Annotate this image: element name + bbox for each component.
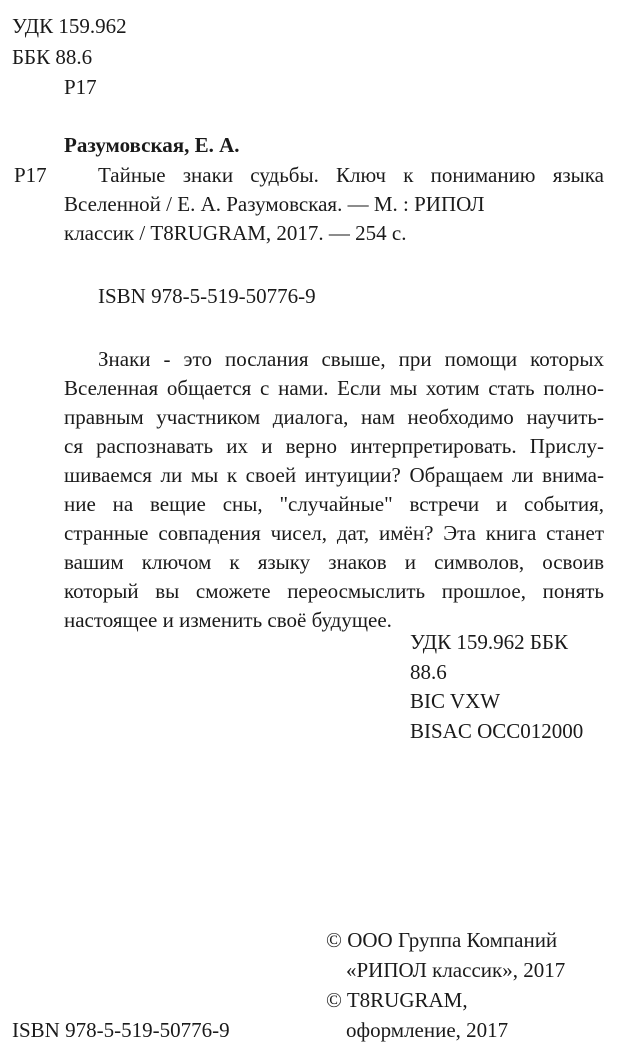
annotation-line: странные совпадения чисел, дат, имён? Эта книга станет [64, 521, 604, 545]
copyright-line: © T8RUGRAM, [326, 988, 468, 1012]
bibliographic-description [64, 161, 604, 190]
annotation-line: шиваемся ли мы к своей интуиции? Обращаем ли внима- [64, 463, 604, 487]
annotation-line: правным участником диалога, нам необходимо научить- [64, 405, 604, 429]
bbk-value: 88.6 [410, 660, 447, 684]
author-mark: Р17 [64, 75, 97, 99]
copyright-line: оформление, 2017 [346, 1018, 509, 1042]
annotation-line: Знаки - это послания свыше, при помощи которых [98, 347, 604, 371]
author-heading: Разумовская, Е. А. [64, 133, 240, 157]
annotation-line: настоящее и изменить своё будущее. [64, 608, 392, 632]
udk-code: УДК 159.962 [12, 14, 127, 38]
copyright-line: © ООО Группа Компаний [326, 928, 558, 952]
description-line: классик / T8RUGRAM, 2017. — 254 с. [64, 221, 407, 245]
entry-isbn: ISBN 978-5-519-50776-9 [98, 284, 316, 308]
annotation [64, 345, 604, 635]
bbk-code: ББК 88.6 [12, 45, 93, 69]
annotation-line: ся распознавать их и верно интерпретировать. Прислу- [64, 434, 604, 458]
side-author-mark: Р17 [14, 163, 47, 187]
description-line: Вселенной / Е. А. Разумовская. — М. : РИПОЛ [64, 192, 485, 216]
udk-bbk-code: УДК 159.962 ББК [410, 630, 568, 654]
annotation-line: который вы сможете переосмыслить прошлое, понять [64, 579, 604, 603]
bic-code: BIC VXW [410, 689, 501, 713]
annotation-line: вашим ключом к языку знаков и символов, освоив [64, 550, 604, 574]
footer-isbn: ISBN 978-5-519-50776-9 [12, 1018, 230, 1042]
description-line: Тайные знаки судьбы. Ключ к пониманию языка [98, 163, 604, 187]
annotation-line: Вселенная общается с нами. Если мы хотим стать полно- [64, 376, 604, 400]
annotation-line: ние на вещие сны, "случайные" встречи и события, [64, 492, 604, 516]
bisac-code: BISAC OCC012000 [410, 719, 584, 743]
copyright-line: «РИПОЛ классик», 2017 [346, 958, 566, 982]
